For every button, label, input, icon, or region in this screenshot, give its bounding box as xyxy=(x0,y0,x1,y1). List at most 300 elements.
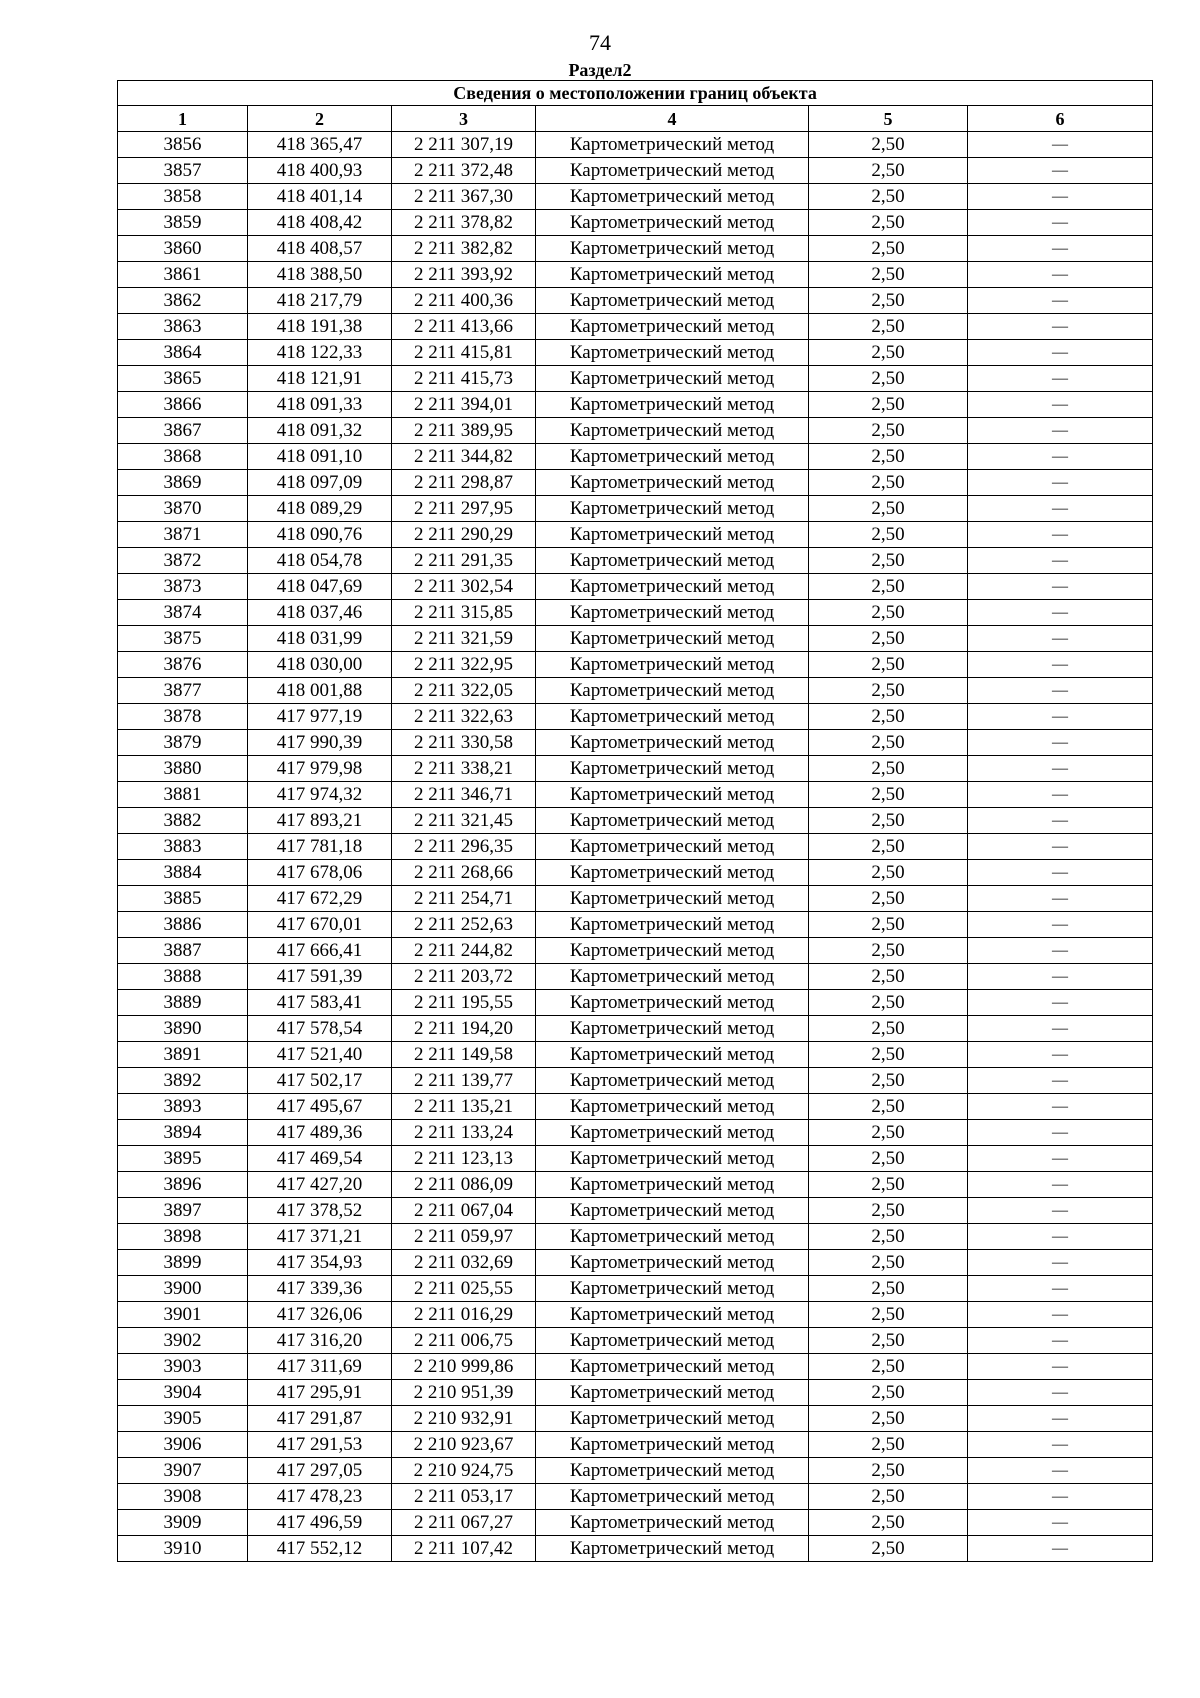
x-coordinate-cell: 418 031,99 xyxy=(248,626,392,652)
table-row xyxy=(118,132,1153,158)
table-row xyxy=(118,1354,1153,1380)
method-cell: Картометрический метод xyxy=(536,600,809,626)
method-cell: Картометрический метод xyxy=(536,730,809,756)
method-cell: Картометрический метод xyxy=(536,184,809,210)
accuracy-cell: 2,50 xyxy=(809,1068,968,1094)
x-coordinate-cell: 417 469,54 xyxy=(248,1146,392,1172)
point-number-cell: 3860 xyxy=(118,236,248,262)
accuracy-cell: 2,50 xyxy=(809,340,968,366)
table-row xyxy=(118,938,1153,964)
table-row xyxy=(118,600,1153,626)
accuracy-cell: 2,50 xyxy=(809,262,968,288)
description-cell: — xyxy=(968,444,1153,470)
y-coordinate-cell: 2 211 382,82 xyxy=(392,236,536,262)
method-cell: Картометрический метод xyxy=(536,964,809,990)
method-cell: Картометрический метод xyxy=(536,1146,809,1172)
description-cell: — xyxy=(968,1146,1153,1172)
y-coordinate-cell: 2 211 123,13 xyxy=(392,1146,536,1172)
x-coordinate-cell: 418 388,50 xyxy=(248,262,392,288)
point-number-cell: 3906 xyxy=(118,1432,248,1458)
accuracy-cell: 2,50 xyxy=(809,184,968,210)
point-number-cell: 3875 xyxy=(118,626,248,652)
column-header: 3 xyxy=(392,106,536,132)
y-coordinate-cell: 2 211 307,19 xyxy=(392,132,536,158)
point-number-cell: 3889 xyxy=(118,990,248,1016)
point-number-cell: 3882 xyxy=(118,808,248,834)
description-cell: — xyxy=(968,912,1153,938)
y-coordinate-cell: 2 211 298,87 xyxy=(392,470,536,496)
method-cell: Картометрический метод xyxy=(536,990,809,1016)
x-coordinate-cell: 417 552,12 xyxy=(248,1536,392,1562)
y-coordinate-cell: 2 211 372,48 xyxy=(392,158,536,184)
description-cell: — xyxy=(968,756,1153,782)
accuracy-cell: 2,50 xyxy=(809,652,968,678)
accuracy-cell: 2,50 xyxy=(809,1432,968,1458)
accuracy-cell: 2,50 xyxy=(809,1198,968,1224)
table-row xyxy=(118,496,1153,522)
y-coordinate-cell: 2 210 999,86 xyxy=(392,1354,536,1380)
description-cell: — xyxy=(968,730,1153,756)
table-row xyxy=(118,678,1153,704)
y-coordinate-cell: 2 211 344,82 xyxy=(392,444,536,470)
description-cell: — xyxy=(968,574,1153,600)
description-cell: — xyxy=(968,236,1153,262)
table-row xyxy=(118,1146,1153,1172)
description-cell: — xyxy=(968,1250,1153,1276)
description-cell: — xyxy=(968,1094,1153,1120)
method-cell: Картометрический метод xyxy=(536,392,809,418)
y-coordinate-cell: 2 211 254,71 xyxy=(392,886,536,912)
method-cell: Картометрический метод xyxy=(536,236,809,262)
x-coordinate-cell: 417 977,19 xyxy=(248,704,392,730)
page-number: 74 xyxy=(589,30,611,55)
method-cell: Картометрический метод xyxy=(536,132,809,158)
table-row xyxy=(118,548,1153,574)
y-coordinate-cell: 2 211 203,72 xyxy=(392,964,536,990)
description-cell: — xyxy=(968,314,1153,340)
point-number-cell: 3890 xyxy=(118,1016,248,1042)
table-row xyxy=(118,626,1153,652)
x-coordinate-cell: 417 990,39 xyxy=(248,730,392,756)
x-coordinate-cell: 418 030,00 xyxy=(248,652,392,678)
table-row xyxy=(118,184,1153,210)
accuracy-cell: 2,50 xyxy=(809,1510,968,1536)
accuracy-cell: 2,50 xyxy=(809,1172,968,1198)
description-cell: — xyxy=(968,1380,1153,1406)
method-cell: Картометрический метод xyxy=(536,1458,809,1484)
x-coordinate-cell: 417 670,01 xyxy=(248,912,392,938)
x-coordinate-cell: 417 311,69 xyxy=(248,1354,392,1380)
table-body xyxy=(118,132,1153,1562)
table-row xyxy=(118,340,1153,366)
description-cell: — xyxy=(968,1302,1153,1328)
accuracy-cell: 2,50 xyxy=(809,132,968,158)
method-cell: Картометрический метод xyxy=(536,340,809,366)
table-row xyxy=(118,288,1153,314)
point-number-cell: 3902 xyxy=(118,1328,248,1354)
table-row xyxy=(118,1094,1153,1120)
table-row xyxy=(118,210,1153,236)
description-cell: — xyxy=(968,288,1153,314)
description-cell: — xyxy=(968,548,1153,574)
y-coordinate-cell: 2 211 195,55 xyxy=(392,990,536,1016)
accuracy-cell: 2,50 xyxy=(809,444,968,470)
x-coordinate-cell: 417 316,20 xyxy=(248,1328,392,1354)
description-cell: — xyxy=(968,262,1153,288)
method-cell: Картометрический метод xyxy=(536,288,809,314)
method-cell: Картометрический метод xyxy=(536,1302,809,1328)
point-number-cell: 3872 xyxy=(118,548,248,574)
table-row xyxy=(118,418,1153,444)
accuracy-cell: 2,50 xyxy=(809,574,968,600)
point-number-cell: 3870 xyxy=(118,496,248,522)
x-coordinate-cell: 417 496,59 xyxy=(248,1510,392,1536)
y-coordinate-cell: 2 211 006,75 xyxy=(392,1328,536,1354)
x-coordinate-cell: 417 502,17 xyxy=(248,1068,392,1094)
x-coordinate-cell: 417 678,06 xyxy=(248,860,392,886)
y-coordinate-cell: 2 211 413,66 xyxy=(392,314,536,340)
x-coordinate-cell: 417 378,52 xyxy=(248,1198,392,1224)
x-coordinate-cell: 417 591,39 xyxy=(248,964,392,990)
description-cell: — xyxy=(968,626,1153,652)
point-number-cell: 3877 xyxy=(118,678,248,704)
x-coordinate-cell: 417 578,54 xyxy=(248,1016,392,1042)
point-number-cell: 3856 xyxy=(118,132,248,158)
method-cell: Картометрический метод xyxy=(536,1380,809,1406)
table-row xyxy=(118,574,1153,600)
table-row xyxy=(118,964,1153,990)
x-coordinate-cell: 418 191,38 xyxy=(248,314,392,340)
method-cell: Картометрический метод xyxy=(536,626,809,652)
point-number-cell: 3905 xyxy=(118,1406,248,1432)
table-row xyxy=(118,1276,1153,1302)
x-coordinate-cell: 417 371,21 xyxy=(248,1224,392,1250)
y-coordinate-cell: 2 211 086,09 xyxy=(392,1172,536,1198)
point-number-cell: 3878 xyxy=(118,704,248,730)
table-row xyxy=(118,1198,1153,1224)
accuracy-cell: 2,50 xyxy=(809,496,968,522)
x-coordinate-cell: 418 054,78 xyxy=(248,548,392,574)
description-cell: — xyxy=(968,522,1153,548)
description-cell: — xyxy=(968,184,1153,210)
description-cell: — xyxy=(968,1536,1153,1562)
accuracy-cell: 2,50 xyxy=(809,418,968,444)
y-coordinate-cell: 2 211 415,73 xyxy=(392,366,536,392)
accuracy-cell: 2,50 xyxy=(809,158,968,184)
description-cell: — xyxy=(968,1172,1153,1198)
description-cell: — xyxy=(968,860,1153,886)
accuracy-cell: 2,50 xyxy=(809,1484,968,1510)
table-row xyxy=(118,1250,1153,1276)
point-number-cell: 3903 xyxy=(118,1354,248,1380)
table-row xyxy=(118,1068,1153,1094)
table-row xyxy=(118,1380,1153,1406)
x-coordinate-cell: 417 666,41 xyxy=(248,938,392,964)
point-number-cell: 3863 xyxy=(118,314,248,340)
description-cell: — xyxy=(968,782,1153,808)
point-number-cell: 3858 xyxy=(118,184,248,210)
description-cell: — xyxy=(968,990,1153,1016)
description-cell: — xyxy=(968,366,1153,392)
accuracy-cell: 2,50 xyxy=(809,1458,968,1484)
y-coordinate-cell: 2 211 252,63 xyxy=(392,912,536,938)
description-cell: — xyxy=(968,678,1153,704)
method-cell: Картометрический метод xyxy=(536,1172,809,1198)
method-cell: Картометрический метод xyxy=(536,1510,809,1536)
accuracy-cell: 2,50 xyxy=(809,1146,968,1172)
table-row xyxy=(118,808,1153,834)
accuracy-cell: 2,50 xyxy=(809,236,968,262)
accuracy-cell: 2,50 xyxy=(809,938,968,964)
table-row xyxy=(118,704,1153,730)
y-coordinate-cell: 2 210 951,39 xyxy=(392,1380,536,1406)
accuracy-cell: 2,50 xyxy=(809,808,968,834)
accuracy-cell: 2,50 xyxy=(809,548,968,574)
y-coordinate-cell: 2 211 025,55 xyxy=(392,1276,536,1302)
point-number-cell: 3908 xyxy=(118,1484,248,1510)
table-header-row xyxy=(118,106,1153,132)
section-title: Раздел2 xyxy=(568,60,632,80)
y-coordinate-cell: 2 211 291,35 xyxy=(392,548,536,574)
description-cell: — xyxy=(968,132,1153,158)
table-row xyxy=(118,860,1153,886)
accuracy-cell: 2,50 xyxy=(809,678,968,704)
point-number-cell: 3874 xyxy=(118,600,248,626)
accuracy-cell: 2,50 xyxy=(809,600,968,626)
method-cell: Картометрический метод xyxy=(536,1198,809,1224)
y-coordinate-cell: 2 211 290,29 xyxy=(392,522,536,548)
description-cell: — xyxy=(968,1042,1153,1068)
column-header: 6 xyxy=(968,106,1153,132)
point-number-cell: 3893 xyxy=(118,1094,248,1120)
accuracy-cell: 2,50 xyxy=(809,886,968,912)
method-cell: Картометрический метод xyxy=(536,1068,809,1094)
method-cell: Картометрический метод xyxy=(536,1406,809,1432)
table-row xyxy=(118,470,1153,496)
accuracy-cell: 2,50 xyxy=(809,288,968,314)
description-cell: — xyxy=(968,600,1153,626)
point-number-cell: 3879 xyxy=(118,730,248,756)
table-row xyxy=(118,262,1153,288)
x-coordinate-cell: 417 893,21 xyxy=(248,808,392,834)
x-coordinate-cell: 418 037,46 xyxy=(248,600,392,626)
method-cell: Картометрический метод xyxy=(536,1354,809,1380)
accuracy-cell: 2,50 xyxy=(809,1250,968,1276)
x-coordinate-cell: 417 291,87 xyxy=(248,1406,392,1432)
y-coordinate-cell: 2 211 330,58 xyxy=(392,730,536,756)
description-cell: — xyxy=(968,834,1153,860)
point-number-cell: 3866 xyxy=(118,392,248,418)
y-coordinate-cell: 2 211 016,29 xyxy=(392,1302,536,1328)
point-number-cell: 3907 xyxy=(118,1458,248,1484)
point-number-cell: 3885 xyxy=(118,886,248,912)
description-cell: — xyxy=(968,496,1153,522)
point-number-cell: 3899 xyxy=(118,1250,248,1276)
point-number-cell: 3898 xyxy=(118,1224,248,1250)
accuracy-cell: 2,50 xyxy=(809,470,968,496)
accuracy-cell: 2,50 xyxy=(809,1328,968,1354)
column-header: 1 xyxy=(118,106,248,132)
x-coordinate-cell: 417 489,36 xyxy=(248,1120,392,1146)
x-coordinate-cell: 417 326,06 xyxy=(248,1302,392,1328)
table-row xyxy=(118,1536,1153,1562)
table-row xyxy=(118,782,1153,808)
x-coordinate-cell: 418 408,57 xyxy=(248,236,392,262)
point-number-cell: 3897 xyxy=(118,1198,248,1224)
point-number-cell: 3869 xyxy=(118,470,248,496)
table-row xyxy=(118,236,1153,262)
point-number-cell: 3900 xyxy=(118,1276,248,1302)
description-cell: — xyxy=(968,1432,1153,1458)
method-cell: Картометрический метод xyxy=(536,1328,809,1354)
x-coordinate-cell: 418 089,29 xyxy=(248,496,392,522)
point-number-cell: 3904 xyxy=(118,1380,248,1406)
x-coordinate-cell: 418 047,69 xyxy=(248,574,392,600)
y-coordinate-cell: 2 211 302,54 xyxy=(392,574,536,600)
point-number-cell: 3883 xyxy=(118,834,248,860)
x-coordinate-cell: 418 400,93 xyxy=(248,158,392,184)
table-row xyxy=(118,1484,1153,1510)
table-row xyxy=(118,1510,1153,1536)
x-coordinate-cell: 418 091,33 xyxy=(248,392,392,418)
x-coordinate-cell: 417 354,93 xyxy=(248,1250,392,1276)
x-coordinate-cell: 417 297,05 xyxy=(248,1458,392,1484)
x-coordinate-cell: 418 090,76 xyxy=(248,522,392,548)
accuracy-cell: 2,50 xyxy=(809,522,968,548)
method-cell: Картометрический метод xyxy=(536,574,809,600)
table-row xyxy=(118,444,1153,470)
y-coordinate-cell: 2 211 415,81 xyxy=(392,340,536,366)
method-cell: Картометрический метод xyxy=(536,652,809,678)
table-row xyxy=(118,1458,1153,1484)
method-cell: Картометрический метод xyxy=(536,210,809,236)
y-coordinate-cell: 2 211 322,05 xyxy=(392,678,536,704)
description-cell: — xyxy=(968,1120,1153,1146)
y-coordinate-cell: 2 211 389,95 xyxy=(392,418,536,444)
method-cell: Картометрический метод xyxy=(536,522,809,548)
x-coordinate-cell: 418 121,91 xyxy=(248,366,392,392)
method-cell: Картометрический метод xyxy=(536,314,809,340)
x-coordinate-cell: 417 478,23 xyxy=(248,1484,392,1510)
accuracy-cell: 2,50 xyxy=(809,392,968,418)
method-cell: Картометрический метод xyxy=(536,262,809,288)
x-coordinate-cell: 417 583,41 xyxy=(248,990,392,1016)
column-header: 5 xyxy=(809,106,968,132)
accuracy-cell: 2,50 xyxy=(809,1094,968,1120)
table-caption: Сведения о местоположении границ объекта xyxy=(118,81,1153,106)
y-coordinate-cell: 2 211 139,77 xyxy=(392,1068,536,1094)
point-number-cell: 3886 xyxy=(118,912,248,938)
point-number-cell: 3861 xyxy=(118,262,248,288)
accuracy-cell: 2,50 xyxy=(809,210,968,236)
x-coordinate-cell: 417 339,36 xyxy=(248,1276,392,1302)
description-cell: — xyxy=(968,964,1153,990)
y-coordinate-cell: 2 211 149,58 xyxy=(392,1042,536,1068)
table-caption-row xyxy=(118,81,1153,106)
y-coordinate-cell: 2 211 194,20 xyxy=(392,1016,536,1042)
y-coordinate-cell: 2 211 378,82 xyxy=(392,210,536,236)
x-coordinate-cell: 417 979,98 xyxy=(248,756,392,782)
accuracy-cell: 2,50 xyxy=(809,1406,968,1432)
method-cell: Картометрический метод xyxy=(536,860,809,886)
x-coordinate-cell: 418 091,10 xyxy=(248,444,392,470)
x-coordinate-cell: 417 521,40 xyxy=(248,1042,392,1068)
accuracy-cell: 2,50 xyxy=(809,314,968,340)
method-cell: Картометрический метод xyxy=(536,834,809,860)
y-coordinate-cell: 2 211 107,42 xyxy=(392,1536,536,1562)
table-row xyxy=(118,1042,1153,1068)
accuracy-cell: 2,50 xyxy=(809,990,968,1016)
table-row xyxy=(118,392,1153,418)
table-row xyxy=(118,522,1153,548)
accuracy-cell: 2,50 xyxy=(809,730,968,756)
description-cell: — xyxy=(968,652,1153,678)
method-cell: Картометрический метод xyxy=(536,158,809,184)
y-coordinate-cell: 2 211 321,59 xyxy=(392,626,536,652)
point-number-cell: 3888 xyxy=(118,964,248,990)
x-coordinate-cell: 417 781,18 xyxy=(248,834,392,860)
description-cell: — xyxy=(968,1510,1153,1536)
x-coordinate-cell: 417 427,20 xyxy=(248,1172,392,1198)
accuracy-cell: 2,50 xyxy=(809,1224,968,1250)
y-coordinate-cell: 2 211 032,69 xyxy=(392,1250,536,1276)
accuracy-cell: 2,50 xyxy=(809,1042,968,1068)
y-coordinate-cell: 2 211 367,30 xyxy=(392,184,536,210)
table-row xyxy=(118,990,1153,1016)
x-coordinate-cell: 417 974,32 xyxy=(248,782,392,808)
method-cell: Картометрический метод xyxy=(536,912,809,938)
method-cell: Картометрический метод xyxy=(536,1276,809,1302)
table-row xyxy=(118,314,1153,340)
point-number-cell: 3868 xyxy=(118,444,248,470)
description-cell: — xyxy=(968,340,1153,366)
accuracy-cell: 2,50 xyxy=(809,1302,968,1328)
y-coordinate-cell: 2 210 924,75 xyxy=(392,1458,536,1484)
method-cell: Картометрический метод xyxy=(536,678,809,704)
x-coordinate-cell: 417 295,91 xyxy=(248,1380,392,1406)
x-coordinate-cell: 418 217,79 xyxy=(248,288,392,314)
accuracy-cell: 2,50 xyxy=(809,756,968,782)
accuracy-cell: 2,50 xyxy=(809,860,968,886)
point-number-cell: 3859 xyxy=(118,210,248,236)
description-cell: — xyxy=(968,808,1153,834)
method-cell: Картометрический метод xyxy=(536,782,809,808)
y-coordinate-cell: 2 211 135,21 xyxy=(392,1094,536,1120)
point-number-cell: 3871 xyxy=(118,522,248,548)
accuracy-cell: 2,50 xyxy=(809,1380,968,1406)
y-coordinate-cell: 2 211 321,45 xyxy=(392,808,536,834)
table-row xyxy=(118,366,1153,392)
x-coordinate-cell: 418 001,88 xyxy=(248,678,392,704)
point-number-cell: 3896 xyxy=(118,1172,248,1198)
method-cell: Картометрический метод xyxy=(536,418,809,444)
table-row xyxy=(118,1172,1153,1198)
boundary-coordinates-table xyxy=(117,80,1153,1562)
table-row xyxy=(118,652,1153,678)
y-coordinate-cell: 2 211 400,36 xyxy=(392,288,536,314)
y-coordinate-cell: 2 211 322,63 xyxy=(392,704,536,730)
accuracy-cell: 2,50 xyxy=(809,782,968,808)
description-cell: — xyxy=(968,886,1153,912)
description-cell: — xyxy=(968,210,1153,236)
table-row xyxy=(118,1328,1153,1354)
method-cell: Картометрический метод xyxy=(536,938,809,964)
accuracy-cell: 2,50 xyxy=(809,626,968,652)
accuracy-cell: 2,50 xyxy=(809,1536,968,1562)
point-number-cell: 3867 xyxy=(118,418,248,444)
table-row xyxy=(118,1302,1153,1328)
description-cell: — xyxy=(968,1198,1153,1224)
